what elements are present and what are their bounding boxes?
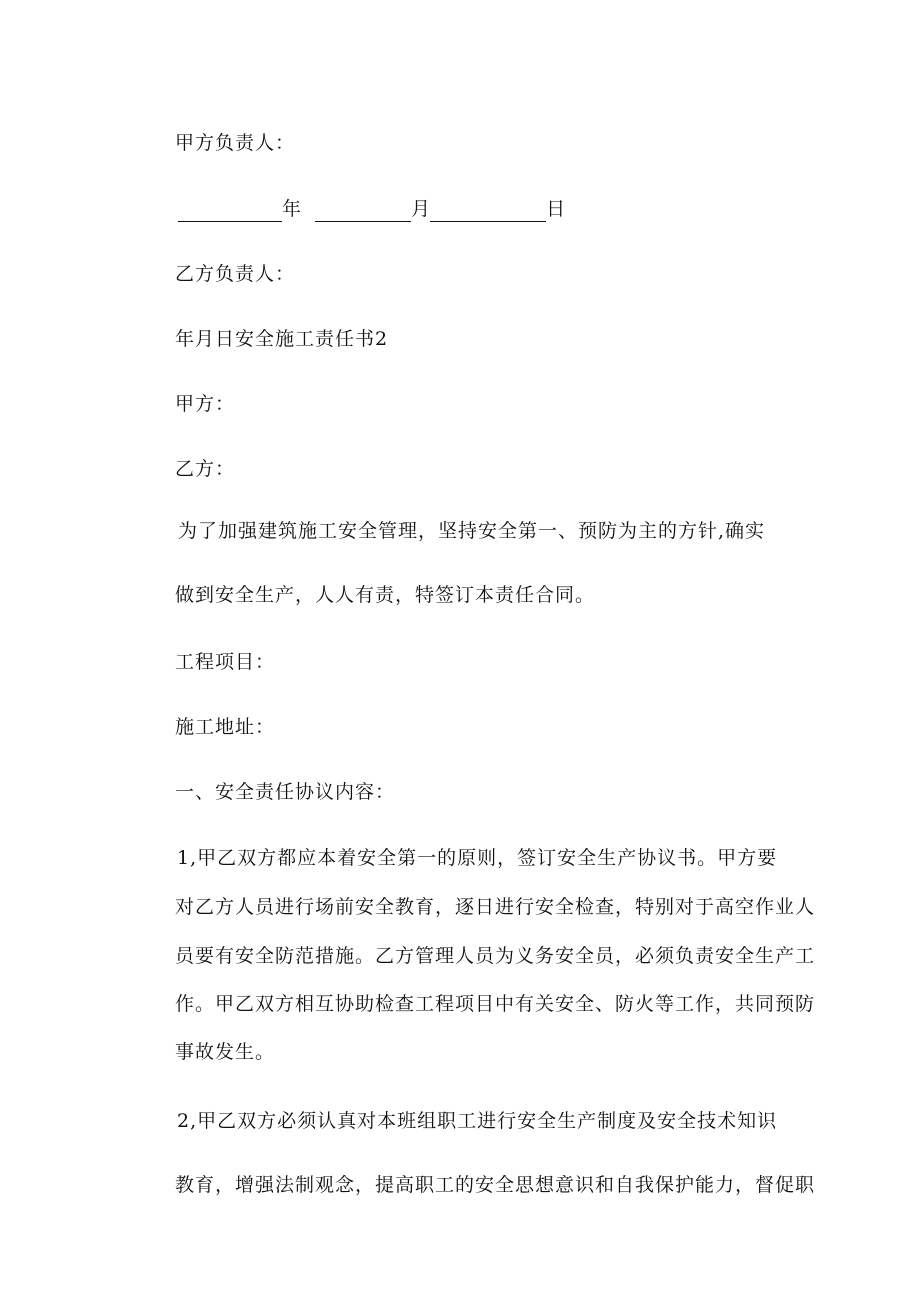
item2-line: 教育，增强法制观念，提高职工的安全思想意识和自我保护能力，督促职 xyxy=(175,1174,816,1196)
intro-paragraph-line-2: 做到安全生产，人人有责，特签订本责任合同。 xyxy=(175,584,596,606)
intro-paragraph-line-1: 为了加强建筑施工安全管理，坚持安全第一、预防为主的方针,确实 xyxy=(178,520,766,542)
signature-date-line xyxy=(178,196,565,222)
day-blank xyxy=(430,201,546,222)
month-label: 月 xyxy=(411,198,431,220)
item1-line: 对乙方人员进行场前安全教育，逐日进行安全检查，特别对于高空作业人 xyxy=(175,896,816,918)
item2-line: 2,甲乙双方必须认真对本班组职工进行安全生产制度及安全技术知识 xyxy=(177,1110,778,1132)
project-label: 工程项目： xyxy=(175,651,276,673)
document-title: 年月日安全施工责任书2 xyxy=(175,328,389,350)
item1-line: 员要有安全防范措施。乙方管理人员为义务安全员，必须负责安全生产工 xyxy=(175,945,816,967)
item1-line: 1,甲乙双方都应本着安全第一的原则，签订安全生产协议书。甲方要 xyxy=(177,847,778,869)
party-a-representative-label: 甲方负责人： xyxy=(175,132,296,154)
month-blank xyxy=(315,201,411,222)
party-b-representative-label: 乙方负责人： xyxy=(175,263,296,285)
address-label: 施工地址： xyxy=(175,716,276,738)
section-one-heading: 一、安全责任协议内容： xyxy=(175,781,396,803)
party-a-label: 甲方： xyxy=(175,393,236,415)
year-blank xyxy=(178,201,282,222)
year-label: 年 xyxy=(282,198,302,220)
item1-line: 作。甲乙双方相互协助检查工程项目中有关安全、防火等工作，共同预防 xyxy=(175,993,816,1015)
day-label: 日 xyxy=(546,198,566,220)
party-b-label: 乙方： xyxy=(175,458,236,480)
item1-line: 事故发生。 xyxy=(175,1041,276,1063)
